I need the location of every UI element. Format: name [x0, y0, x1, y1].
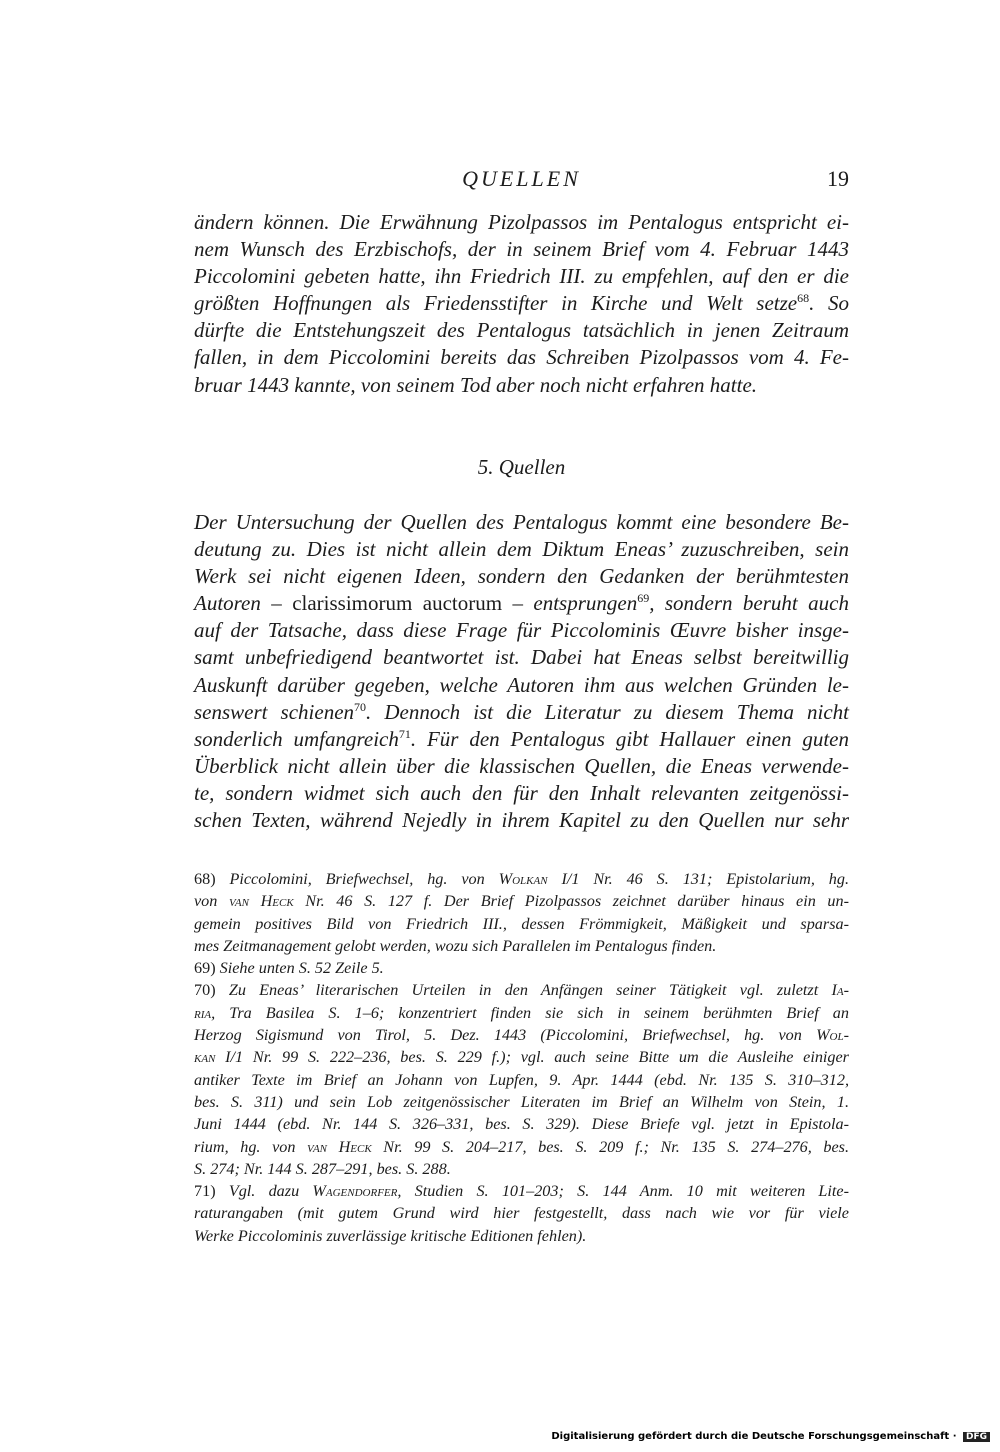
text-fragment: rium, hg. von	[194, 1137, 308, 1156]
running-title: QUELLEN	[462, 166, 581, 191]
text-line: Der Untersuchung der Quellen des Pentalogus kommt eine besondere Be-	[194, 510, 849, 534]
page-number: 19	[827, 166, 849, 191]
text-line: Juni 1444 (ebd. Nr. 144 S. 326–331, bes. S. 329). Diese Briefe vgl. jetzt in Epistola-	[194, 1115, 849, 1134]
footnote-68	[194, 868, 849, 957]
footnote-ref-69[interactable]: 69	[637, 591, 650, 606]
author-name: kan	[194, 1048, 216, 1067]
text-line: Auskunft darüber gegeben, welche Autoren ihm aus welchen Gründen le-	[194, 672, 849, 697]
text-line	[194, 1046, 849, 1068]
text-fragment: Nr. 46 S. 127 f. Der Brief Pizolpassos zeichnet darüber hinaus ein un-	[293, 892, 849, 911]
text-fragment: I/1 Nr. 99 S. 222–236, bes. S. 229 f.); vgl. auch seine Bitte um die Ausleihe einiger	[215, 1048, 849, 1067]
text-line: Werk sei nicht eigenen Ideen, sondern den Gedanken der berühmtesten	[194, 564, 849, 589]
notice-text: Digitalisierung gefördert durch die Deutsche Forschungsgemeinschaft	[551, 1431, 950, 1442]
paragraph-2	[194, 509, 849, 834]
running-head	[194, 166, 849, 194]
digitization-notice: Digitalisierung gefördert durch die Deutsche Forschungsgemeinschaft · DFG	[551, 1431, 990, 1442]
text-fragment: , Tra Basilea S. 1–6; konzentriert finden sie sich in seinem berühmten Brief an	[211, 1003, 849, 1022]
text-fragment: Autoren –	[194, 591, 293, 616]
footnote-number: 70)	[194, 981, 216, 1000]
text-fragment: Piccolomini, Briefwechsel, hg. von	[215, 870, 499, 888]
text-fragment: , sondern beruht auch	[649, 591, 849, 616]
text-line	[194, 290, 849, 317]
text-line	[194, 890, 849, 912]
text-fragment: . So	[809, 291, 850, 316]
text-line	[194, 1024, 849, 1046]
text-line: gemein positives Bild von Friedrich III., dessen Frömmigkeit, Mäßigkeit und sparsa-	[194, 914, 849, 933]
text-line	[194, 979, 849, 1001]
text-line: te, sondern widmet sich auch den für den Inhalt relevanten zeitgenössi-	[194, 780, 849, 805]
text-line	[194, 699, 849, 726]
footnote-ref-71[interactable]: 71	[398, 726, 411, 741]
author-name: ria	[194, 1003, 212, 1022]
dfg-logo: DFG	[963, 1432, 990, 1442]
text-line: Piccolomini gebeten hatte, ihn Friedrich III. zu empfehlen, auf den er die	[194, 264, 849, 289]
text-line	[194, 957, 849, 979]
text-line: antiker Texte im Brief an Johann von Lupfen, 9. Apr. 1444 (ebd. Nr. 135 S. 310–312,	[194, 1070, 849, 1089]
text-fragment: , Studien S. 101–203; S. 144 Anm. 10 mit weiteren Lite-	[397, 1182, 849, 1201]
author-name: Wolkan	[498, 870, 548, 888]
footnote-ref-70[interactable]: 70	[354, 699, 367, 714]
text-line: bes. S. 311) und sein Lob zeitgenössischer Literaten im Brief an Wilhelm von Stein, 1.	[194, 1092, 849, 1111]
text-fragment: Herzog Sigismund von Tirol, 5. Dez. 1443 (Piccolomini, Briefwechsel, hg. von	[194, 1026, 817, 1045]
text-line: Überblick nicht allein über die klassischen Quellen, die Eneas verwende-	[194, 753, 849, 778]
text-line: Werke Piccolominis zuverlässige kritische Editionen fehlen).	[194, 1226, 587, 1245]
page	[194, 0, 849, 1452]
footnotes	[194, 868, 849, 1247]
text-line	[194, 1002, 849, 1024]
text-line: mes Zeitmanagement gelobt werden, wozu sich Parallelen im Pentalogus finden.	[194, 936, 717, 955]
text-fragment: . Dennoch ist die Literatur zu diesem Thema nicht	[366, 699, 849, 724]
section-heading: 5. Quellen	[477, 455, 566, 479]
text-line: dürfte die Entstehungszeit des Pentalogus tatsächlich in jenen Zeitraum	[194, 318, 849, 343]
author-name: Wagendorfer	[312, 1182, 398, 1201]
text-fragment: Vgl. dazu	[215, 1182, 313, 1201]
text-line: schen Texten, während Nejedly in ihrem Kapitel zu den Quellen nur sehr	[194, 808, 849, 833]
author-name: Wol-	[816, 1026, 849, 1045]
text-line: fallen, in dem Piccolomini bereits das Schreiben Pizolpassos vom 4. Fe-	[194, 345, 849, 370]
text-line: bruar 1443 kannte, von seinem Tod aber noch nicht erfahren hatte.	[194, 372, 758, 397]
text-fragment: Siehe unten S. 52 Zeile 5.	[215, 959, 384, 978]
footnote-71	[194, 1180, 849, 1247]
footnote-number: 69)	[194, 959, 216, 978]
text-fragment: sonderlich umfangreich	[194, 726, 399, 751]
author-name: van Heck	[229, 892, 294, 911]
text-line	[194, 726, 849, 753]
text-line	[194, 590, 849, 617]
text-line	[194, 1180, 849, 1202]
author-name: Ia-	[831, 981, 849, 1000]
text-line: S. 274; Nr. 144 S. 287–291, bes. S. 288.	[194, 1159, 451, 1178]
text-fragment: . Für den Pentalogus gibt Hallauer einen guten	[410, 726, 849, 751]
footnote-number: 68)	[194, 870, 216, 888]
text-line: nem Wunsch des Erzbischofs, der in seinem Brief vom 4. Februar 1443	[194, 237, 849, 262]
text-line: ändern können. Die Erwähnung Pizolpassos im Pentalogus entspricht ei-	[194, 210, 849, 234]
footnote-number: 71)	[194, 1182, 216, 1201]
text-fragment: – entsprungen	[502, 591, 638, 616]
paragraph-1	[194, 209, 849, 399]
author-name: van Heck	[307, 1137, 372, 1156]
footnote-ref-68[interactable]: 68	[797, 291, 810, 306]
footnote-70	[194, 979, 849, 1180]
text-fragment: Nr. 99 S. 204–217, bes. S. 209 f.; Nr. 135 S. 274–276, bes.	[371, 1137, 849, 1156]
text-fragment: von	[194, 892, 229, 911]
text-fragment: größten Hoffnungen als Friedensstifter in Kirche und Welt setze	[194, 291, 798, 316]
text-line: raturangaben (mit gutem Grund wird hier festgestellt, dass nach wie vor für viele	[194, 1204, 849, 1223]
text-fragment: senswert schienen	[194, 699, 355, 724]
text-line: samt unbefriedigend beantwortet ist. Dabei hat Eneas selbst bereitwillig	[194, 645, 849, 670]
text-line	[194, 868, 849, 890]
text-line: auf der Tatsache, dass diese Frage für Piccolominis Œuvre bisher insge-	[194, 618, 849, 643]
text-line	[194, 1136, 849, 1158]
footnote-69	[194, 957, 849, 979]
text-fragment: I/1 Nr. 46 S. 131; Epistolarium, hg.	[547, 870, 850, 888]
latin-quote: clarissimorum auctorum	[292, 591, 503, 616]
text-line: deutung zu. Dies ist nicht allein dem Diktum Eneas’ zuzuschreiben, sein	[194, 537, 849, 562]
text-fragment: Zu Eneas’ literarischen Urteilen in den Anfängen seiner Tätigkeit vgl. zuletzt	[215, 981, 832, 1000]
